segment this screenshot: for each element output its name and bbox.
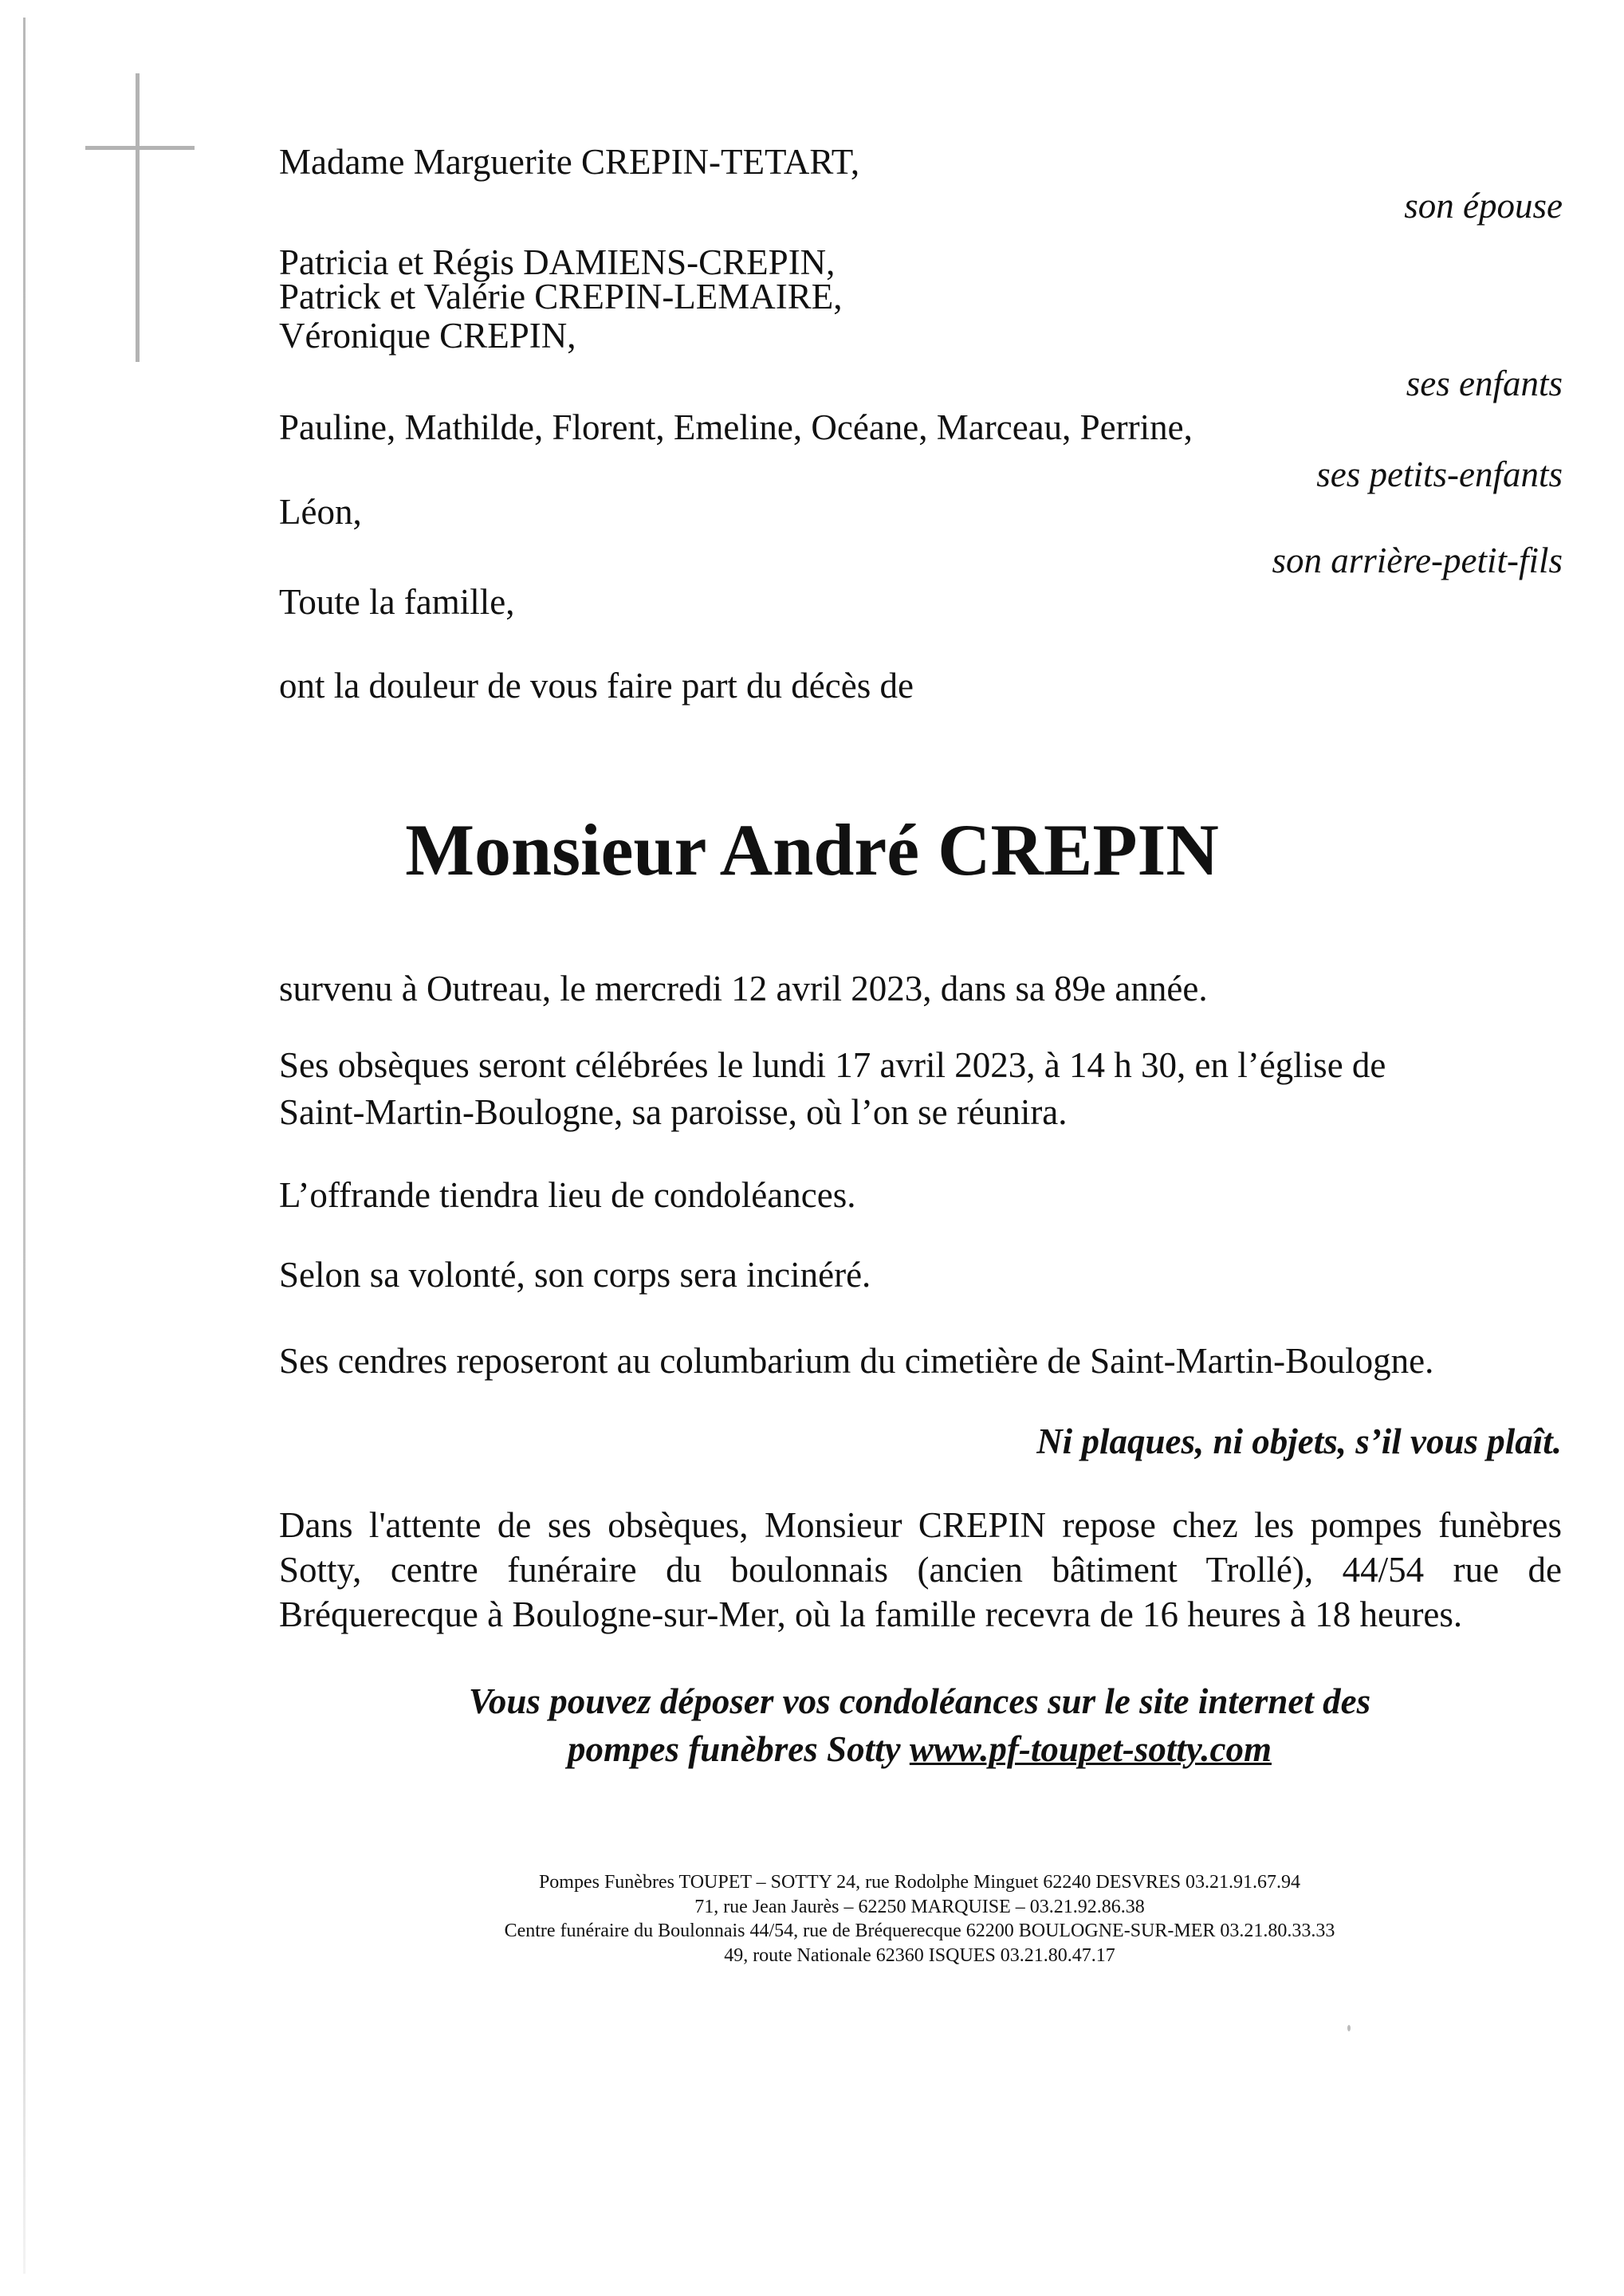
spouse-role: son épouse xyxy=(1404,186,1563,226)
children-role: ses enfants xyxy=(1406,364,1563,403)
footer-line: 71, rue Jean Jaurès – 62250 MARQUISE – 03.21.92.86.38 xyxy=(694,1896,1145,1917)
scan-speck xyxy=(1347,2025,1351,2031)
cremation-note: Selon sa volonté, son corps sera incinéré. xyxy=(279,1255,871,1295)
footer-line: Centre funéraire du Boulonnais 44/54, rue de Bréquerecque 62200 BOULOGNE-SUR-MER 03.21.80.33.33 xyxy=(504,1921,1335,1941)
great-grandchild-role: son arrière-petit-fils xyxy=(1272,541,1563,580)
condolences-notice xyxy=(0,1677,1624,1773)
all-family: Toute la famille, xyxy=(279,582,515,622)
child-name: Véronique CREPIN, xyxy=(279,316,576,356)
cross-vertical-bar xyxy=(136,73,140,362)
deceased-name: Monsieur André CREPIN xyxy=(405,809,1219,890)
ashes-note: Ses cendres reposeront au columbarium du cimetière de Saint-Martin-Boulogne. xyxy=(279,1341,1434,1381)
repose-paragraph: Dans l'attente de ses obsèques, Monsieur CREPIN repose chez les pompes funèbres Sotty, centre funéraire du boulonnais (ancien bâtiment Trollé), 44/54 rue de Bréquerecque à Boulogne-sur-Mer, où la famille recevra de 16 heures à 18 heures. xyxy=(279,1505,1562,1634)
offering-note: L’offrande tiendra lieu de condoléances. xyxy=(279,1175,856,1215)
announcement-intro: ont la douleur de vous faire part du décès de xyxy=(279,666,914,706)
condolences-line2-prefix: pompes funèbres Sotty xyxy=(568,1729,910,1769)
death-info: survenu à Outreau, le mercredi 12 avril 2023, dans sa 89e année. xyxy=(279,969,1208,1008)
footer-line: Pompes Funèbres TOUPET – SOTTY 24, rue Rodolphe Minguet 62240 DESVRES 03.21.91.67.94 xyxy=(538,1872,1301,1893)
grandchildren-names: Pauline, Mathilde, Florent, Emeline, Océane, Marceau, Perrine, xyxy=(279,407,1193,447)
child-name: Patricia et Régis DAMIENS-CREPIN, xyxy=(279,242,836,282)
funeral-info-line1: Ses obsèques seront célébrées le lundi 17 avril 2023, à 14 h 30, en l’église de xyxy=(279,1045,1386,1085)
cross-horizontal-bar xyxy=(85,146,195,150)
grandchildren-role: ses petits-enfants xyxy=(1316,454,1563,494)
great-grandchild-name: Léon, xyxy=(279,492,362,532)
funeral-info-line2: Saint-Martin-Boulogne, sa paroisse, où l’on se réunira. xyxy=(279,1092,1068,1132)
footer-line: 49, route Nationale 62360 ISQUES 03.21.80.47.17 xyxy=(724,1944,1115,1966)
website-link[interactable]: www.pf-toupet-sotty.com xyxy=(909,1729,1272,1769)
no-flowers-notice: Ni plaques, ni objets, s’il vous plaît. xyxy=(1036,1421,1562,1461)
child-name: Patrick et Valérie CREPIN-LEMAIRE, xyxy=(279,277,843,316)
condolences-line1: Vous pouvez déposer vos condoléances sur le site internet des xyxy=(468,1681,1371,1721)
funeral-home-footer xyxy=(0,1870,1624,1968)
spouse-name: Madame Marguerite CREPIN-TETART, xyxy=(279,142,860,182)
